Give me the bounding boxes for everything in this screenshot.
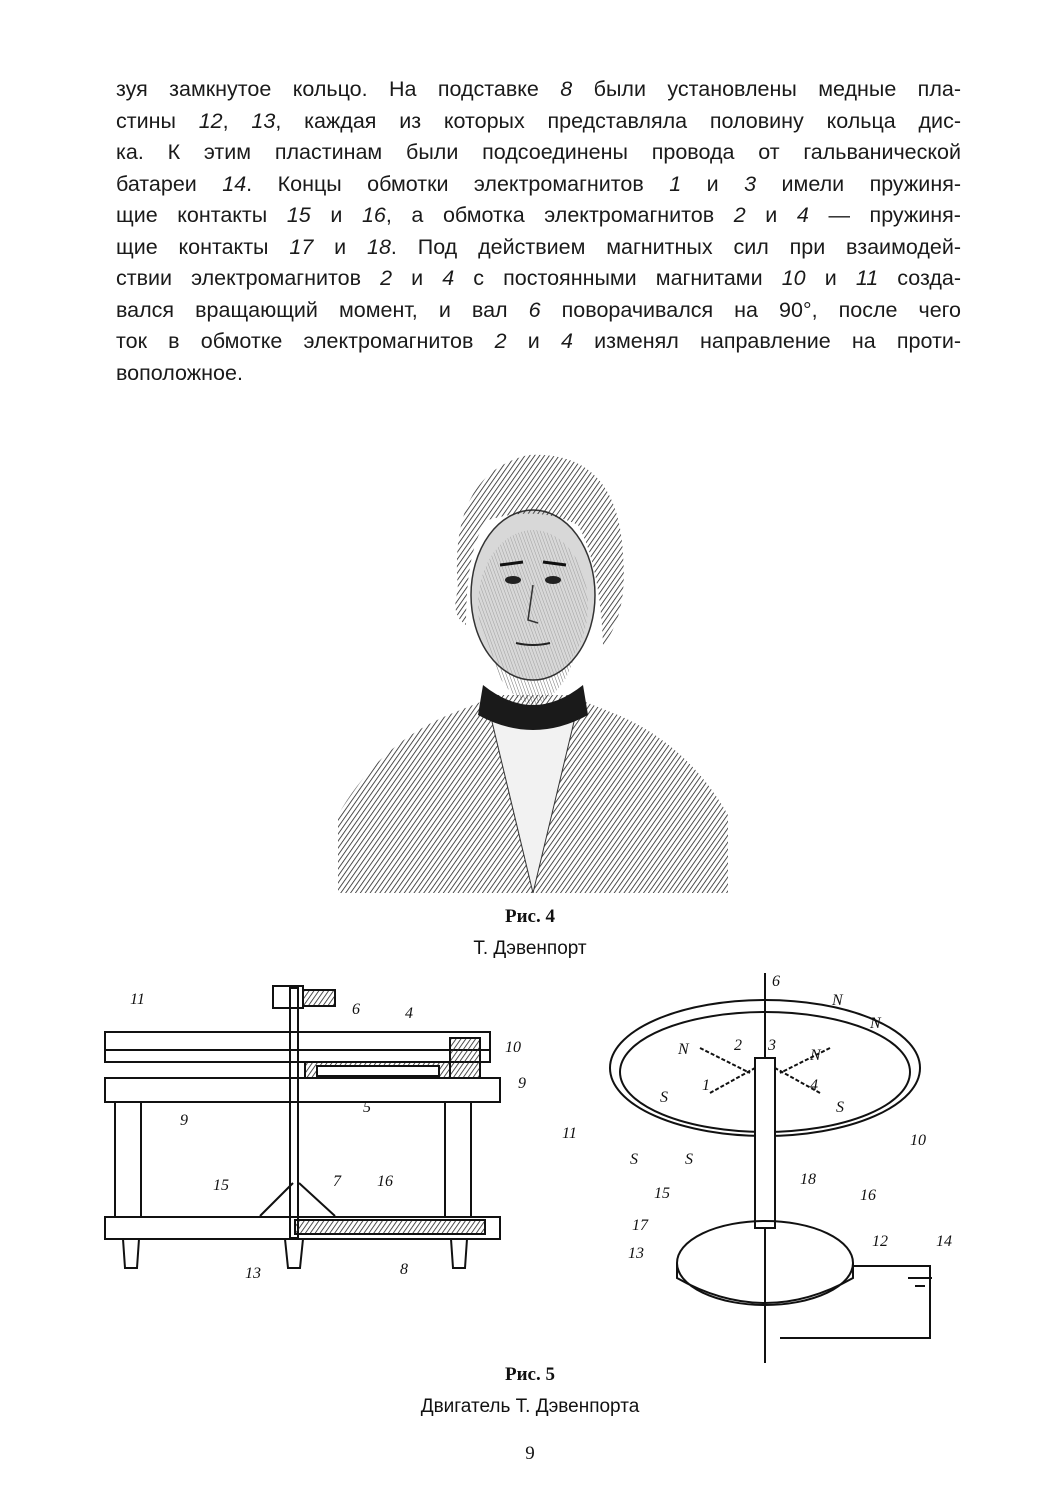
paragraph-line: батареи 14. Концы обмотки электромагнитов 1 и 3 имели пружиня- — [116, 171, 961, 196]
diagram-label: N — [678, 1041, 689, 1058]
reference-number: 10 — [781, 266, 806, 290]
paragraph-line: ствии электромагнитов 2 и 4 с постоянными магнитами 10 и 11 созда- — [116, 266, 962, 290]
reference-number: 12 — [198, 108, 223, 133]
paragraph-line: стины 12, 13, каждая из которых представляла половину кольца дис- — [116, 108, 961, 133]
paragraph-line: вался вращающий момент, и вал 6 поворачивался на 90°, после чего — [116, 297, 961, 322]
diagram-label: 5 — [363, 1099, 371, 1116]
reference-number: 2 — [380, 266, 393, 290]
diagram-label: N — [810, 1047, 821, 1064]
diagram-label: 11 — [562, 1125, 577, 1142]
reference-number: 16 — [361, 203, 386, 227]
reference-number: 15 — [286, 203, 311, 227]
reference-number: 3 — [744, 171, 757, 196]
diagram-label: 7 — [333, 1173, 341, 1190]
reference-number: 11 — [855, 266, 879, 290]
diagram-label: N — [832, 992, 843, 1009]
diagram-label: 10 — [505, 1039, 521, 1056]
reference-number: 2 — [494, 329, 507, 353]
reference-number: 17 — [289, 234, 314, 259]
diagram-label: 11 — [130, 991, 145, 1008]
diagram-label: 13 — [628, 1245, 644, 1262]
engine-side-view-diagram — [95, 968, 555, 1298]
diagram-label: S — [660, 1089, 668, 1106]
reference-number: 4 — [796, 203, 809, 227]
diagram-label: 4 — [405, 1005, 413, 1022]
reference-number: 18 — [367, 234, 391, 259]
diagram-label: 3 — [768, 1037, 776, 1054]
diagram-label: 8 — [400, 1261, 408, 1278]
reference-number: 4 — [442, 266, 455, 290]
reference-number: 4 — [560, 329, 573, 353]
diagram-label: 9 — [180, 1112, 188, 1129]
figure4-label: Рис. 4 — [505, 906, 555, 927]
figure5-label: Рис. 5 — [505, 1364, 555, 1385]
diagram-label: 6 — [352, 1001, 360, 1018]
reference-number: 13 — [251, 108, 276, 133]
diagram-label: 14 — [936, 1233, 952, 1250]
diagram-label: N — [870, 1015, 881, 1032]
paragraph-line: ка. К этим пластинам были подсоединены провода от гальванической — [116, 140, 961, 164]
diagram-label: 16 — [860, 1187, 876, 1204]
reference-number: 6 — [528, 297, 541, 322]
figure5-caption: Двигатель Т. Дэвенпорта — [420, 1396, 640, 1417]
diagram-label: 4 — [810, 1077, 818, 1094]
diagram-label: 17 — [632, 1217, 648, 1234]
diagram-label: 9 — [518, 1075, 526, 1092]
diagram-label: 18 — [800, 1171, 816, 1188]
diagram-label: 16 — [377, 1173, 393, 1190]
reference-number: 14 — [222, 171, 247, 196]
reference-number: 8 — [560, 77, 573, 101]
diagram-label: 15 — [213, 1177, 229, 1194]
paragraph-line: ток в обмотке электромагнитов 2 и 4 изменял направление на проти- — [116, 329, 961, 353]
diagram-label: 10 — [910, 1132, 926, 1149]
diagram-label: S — [630, 1151, 638, 1168]
paragraph-line: щие контакты 17 и 18. Под действием магнитных сил при взаимодей- — [116, 234, 962, 259]
diagram-label: 6 — [772, 973, 780, 990]
paragraph-line: зуя замкнутое кольцо. На подставке 8 были установлены медные пла- — [116, 77, 961, 101]
figure4-caption: Т. Дэвенпорт — [473, 938, 587, 959]
diagram-label: S — [685, 1151, 693, 1168]
reference-number: 2 — [733, 203, 746, 227]
paragraph-line: щие контакты 15 и 16, а обмотка электромагнитов 2 и 4 — пружиня- — [116, 203, 961, 227]
diagram-label: 15 — [654, 1185, 670, 1202]
page-number: 9 — [525, 1443, 535, 1464]
diagram-label: 12 — [872, 1233, 888, 1250]
diagram-label: S — [836, 1099, 844, 1116]
engine-perspective-diagram — [560, 968, 980, 1368]
reference-number: 1 — [669, 171, 682, 196]
diagram-label: 2 — [734, 1037, 742, 1054]
portrait-engraving — [338, 415, 728, 893]
body-paragraph — [116, 74, 961, 389]
diagram-label: 1 — [702, 1077, 710, 1094]
paragraph-line: воположное. — [116, 360, 243, 385]
diagram-label: 13 — [245, 1265, 261, 1282]
